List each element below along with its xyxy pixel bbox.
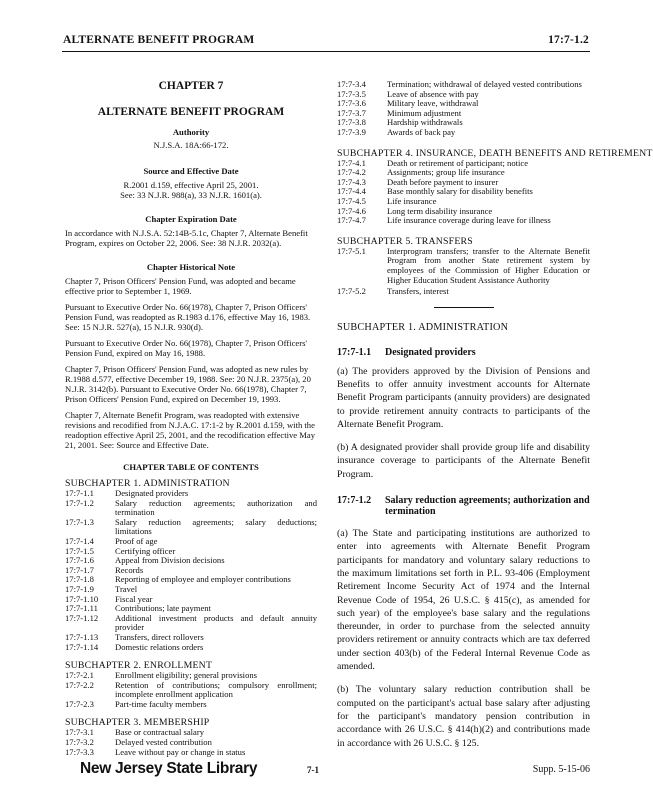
toc-entry[interactable]: 17:7-2.1 Enrollment eligibility; general provisions	[65, 670, 258, 681]
toc-subchapter-5-heading: SUBCHAPTER 5. TRANSFERS	[337, 235, 473, 247]
toc-subchapter-5	[337, 247, 590, 297]
authority-text: N.J.S.A. 18A:66-172.	[153, 140, 229, 150]
toc-entry[interactable]: 17:7-1.10 Fiscal year	[65, 593, 153, 604]
toc-subchapter-1	[65, 489, 317, 652]
toc-subchapter-4	[337, 159, 590, 226]
header-title: ALTERNATE BENEFIT PROGRAM	[63, 34, 255, 46]
expiration-text: In accordance with N.J.S.A. 52:14B-5.1c, Chapter 7, Alternate Benefit Program, expires on October 22, 2006. See: 38 N.J.R. 2032(a).	[65, 228, 308, 248]
toc-entry[interactable]: 17:7-3.8 Hardship withdrawals	[337, 117, 463, 128]
left-column	[65, 80, 317, 757]
toc-entry[interactable]: 17:7-4.6 Long term disability insurance	[337, 205, 493, 216]
toc-entry[interactable]: 17:7-1.5 Certifying officer	[65, 545, 176, 556]
toc-entry[interactable]: 17:7-4.7 Life insurance coverage during leave for illness	[337, 215, 551, 226]
toc-entry[interactable]: 17:7-1.14 Domestic relations orders	[65, 641, 204, 652]
chapter-title: ALTERNATE BENEFIT PROGRAM	[97, 106, 285, 118]
toc-entry[interactable]: 17:7-1.2 Salary reduction agreements; authorization and termination	[65, 497, 317, 518]
toc-entry[interactable]: 17:7-1.4 Proof of age	[65, 535, 158, 546]
source-line-1: R.2001 d.159, effective April 25, 2001.	[123, 180, 259, 190]
toc-entry[interactable]: 17:7-1.9 Travel	[65, 583, 138, 594]
header-section-number: 17:7-1.2	[548, 34, 589, 46]
toc-entry[interactable]: 17:7-1.8 Reporting of employee and employer contributions	[65, 574, 291, 585]
toc-label: CHAPTER TABLE OF CONTENTS	[123, 462, 259, 472]
toc-entry[interactable]: 17:7-2.3 Part-time faculty members	[65, 698, 207, 709]
section-17-7-1-1-para-b: (b) A designated provider shall provide group life and disability insurance coverage to participants of the Alternate Benefit Program.	[337, 442, 590, 480]
toc-entry[interactable]: 17:7-1.7 Records	[65, 564, 144, 575]
toc-entry[interactable]: 17:7-4.1 Death or retirement of participant; notice	[337, 157, 529, 168]
toc-subchapter-3	[65, 728, 317, 757]
toc-entry[interactable]: 17:7-3.1 Base or contractual salary	[65, 727, 205, 738]
section-17-7-1-1-para-a: (a) The providers approved by the Division of Pensions and Benefits to offer annuity investment accounts for Alternate Benefit Program participants (annuity providers) are designated to provide retirement annuity contracts to participants of the Alternate Benefit Program.	[337, 365, 590, 430]
toc-entry[interactable]: 17:7-1.12 Additional investment products and default annuity provider	[65, 612, 317, 633]
section-number: 17:7-1.2	[337, 495, 372, 507]
chapter-number: CHAPTER 7	[158, 80, 224, 92]
section-17-7-1-1-heading	[337, 347, 590, 358]
section-17-7-1-2-para-b: (b) The voluntary salary reduction contribution shall be computed on the participant's actual base salary after adjusting for the participant's mandatory pension contribution in accordance with 26 U.S.C. § 414(h)(2) and contributions made in accordance with 26 U.S.C. § 125.	[337, 684, 590, 749]
toc-entry[interactable]: 17:7-3.9 Awards of back pay	[337, 126, 456, 137]
section-17-7-1-2-heading	[337, 495, 590, 517]
toc-entry[interactable]: 17:7-4.3 Death before payment to insurer	[337, 176, 499, 187]
historical-note-label: Chapter Historical Note	[146, 262, 236, 272]
source-label: Source and Effective Date	[143, 166, 239, 176]
historical-note-1: Chapter 7, Prison Officers' Pension Fund, was adopted and became effective prior to September 1, 1969.	[65, 276, 296, 296]
running-header	[63, 34, 589, 50]
supplement-date: Supp. 5-15-06	[532, 764, 590, 775]
historical-note-5: Chapter 7, Alternate Benefit Program, was readopted with extensive revisions and recodified from N.J.A.C. 17:1-2 by R.2001 d.159, with the readoption effective April 25, 2001, and the recodification effective May 21, 2001. See: Source and Effective Date.	[65, 410, 316, 450]
toc-entry[interactable]: 17:7-3.2 Delayed vested contribution	[65, 737, 212, 748]
historical-note-2: Pursuant to Executive Order No. 66(1978), Chapter 7, Prison Officers' Pension Fund, was readopted as R.1983 d.176, effective May 16, 1983. See: 15 N.J.R. 527(a), 15 N.J.R. 930(d).	[65, 302, 311, 332]
toc-entry[interactable]: 17:7-1.1 Designated providers	[65, 488, 189, 498]
toc-subchapter-2-heading: SUBCHAPTER 2. ENROLLMENT	[65, 660, 213, 672]
subchapter-1-heading: SUBCHAPTER 1. ADMINISTRATION	[337, 321, 509, 333]
toc-subchapter-4-heading: SUBCHAPTER 4. INSURANCE, DEATH BENEFITS AND RETIREMENT	[337, 147, 653, 159]
page-footer	[62, 760, 590, 784]
toc-subchapter-1-heading: SUBCHAPTER 1. ADMINISTRATION	[65, 478, 230, 489]
source-line-2: See: 33 N.J.R. 988(a), 33 N.J.R. 1601(a).	[120, 190, 262, 200]
section-divider	[434, 307, 494, 308]
section-17-7-1-2-para-a: (a) The State and participating institutions are authorized to enter into agreements with Alternate Benefit Program participants for mandatory and voluntary salary reductions to the maximum limitations set forth in P.L. 93-406 (Employment Retirement Income Security Act of 1974 and the Internal Revenue Code of 1954, 26 U.S.C. § 415(c), as amended for such year) of the employee's base salary and the regulations thereunder, in order to purchase from the selected annuity providers retirement or annuity contracts which are tax deferred under section 403(b) of the Federal Internal Revenue Code as amended.	[337, 528, 590, 673]
toc-subchapter-3-continued	[337, 80, 590, 138]
header-rule	[62, 51, 590, 52]
toc-entry[interactable]: 17:7-5.1 Interprogram transfers; transfer to the Alternate Benefit Program from another State retirement system by employees of the Commission of Higher Education or Higher Education Student Assistance Authority	[337, 245, 590, 285]
authority-label: Authority	[172, 127, 210, 137]
page-number: 7-1	[307, 765, 319, 775]
historical-note-4: Chapter 7, Prison Officers' Pension Fund, was adopted as new rules by R.1988 d.577, effective December 19, 1988. See: 20 N.J.R. 2375(a), 20 N.J.R. 3142(b). Pursuant to Executive Order No. 66(1978), Chapter 7, Prison Officers' Pension Fund, expired on December 19, 1993.	[65, 364, 311, 404]
toc-entry[interactable]: 17:7-1.6 Appeal from Division decisions	[65, 555, 225, 566]
toc-subchapter-3-heading: SUBCHAPTER 3. MEMBERSHIP	[65, 717, 210, 729]
toc-entry[interactable]: 17:7-4.4 Base monthly salary for disability benefits	[337, 186, 533, 197]
toc-entry[interactable]: 17:7-3.7 Minimum adjustment	[337, 107, 462, 118]
toc-entry[interactable]: 17:7-4.5 Life insurance	[337, 195, 437, 206]
toc-entry[interactable]: 17:7-1.11 Contributions; late payment	[65, 603, 211, 614]
expiration-label: Chapter Expiration Date	[145, 214, 237, 224]
toc-subchapter-2	[65, 671, 317, 709]
toc-entry[interactable]: 17:7-5.2 Transfers, interest	[337, 286, 449, 297]
historical-note-3: Pursuant to Executive Order No. 66(1978), Chapter 7, Prison Officers' Pension Fund, expired on May 16, 1988.	[65, 338, 307, 358]
section-number: 17:7-1.1	[337, 346, 372, 358]
toc-entry[interactable]: 17:7-3.4 Termination; withdrawal of delayed vested contributions	[337, 79, 582, 89]
library-name: New Jersey State Library	[80, 760, 258, 777]
section-title: Salary reduction agreements; authorization and termination	[385, 495, 590, 518]
toc-entry[interactable]: 17:7-3.3 Leave without pay or change in status	[65, 746, 246, 757]
toc-entry[interactable]: 17:7-4.2 Assignments; group life insurance	[337, 167, 505, 178]
toc-entry[interactable]: 17:7-2.2 Retention of contributions; compulsory enrollment; incomplete enrollment application	[65, 679, 317, 700]
toc-entry[interactable]: 17:7-1.3 Salary reduction agreements; salary deductions; limitations	[65, 516, 317, 537]
section-title: Designated providers	[385, 346, 476, 358]
toc-entry[interactable]: 17:7-3.6 Military leave, withdrawal	[337, 98, 479, 109]
right-column	[337, 79, 653, 750]
toc-entry[interactable]: 17:7-3.5 Leave of absence with pay	[337, 88, 479, 99]
toc-entry[interactable]: 17:7-1.13 Transfers, direct rollovers	[65, 631, 204, 642]
